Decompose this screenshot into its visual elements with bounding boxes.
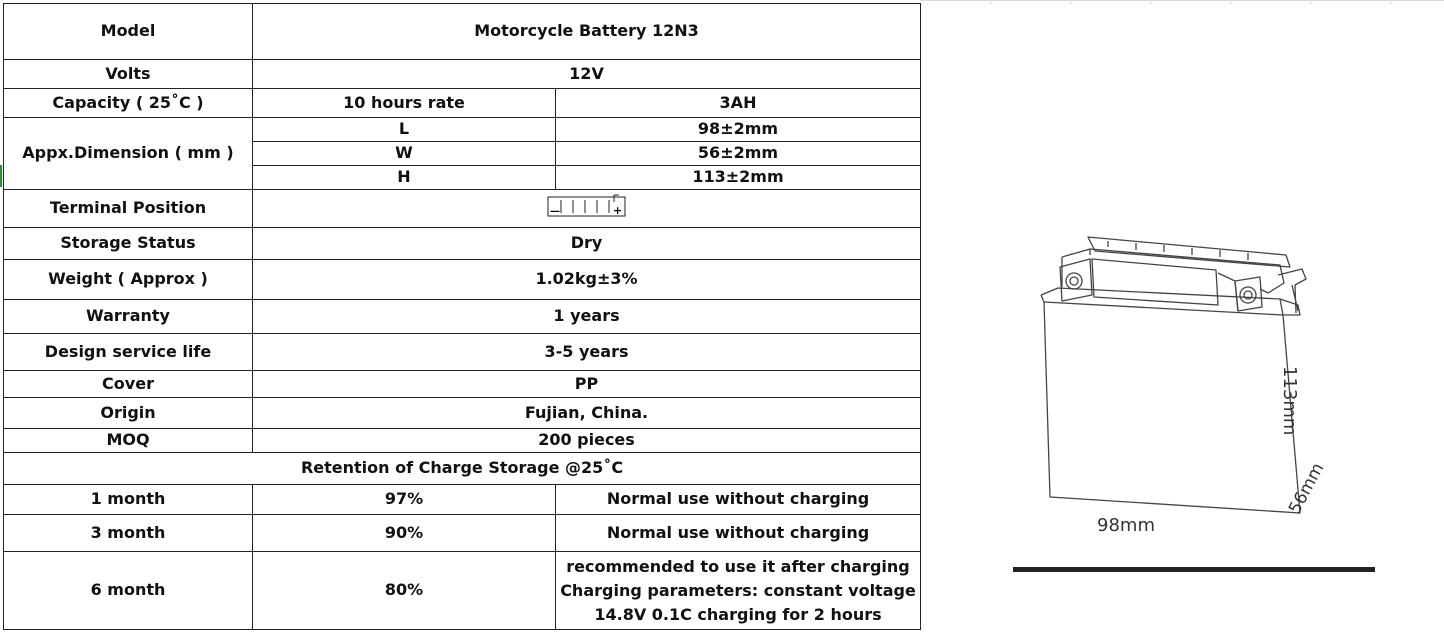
battery-drawing xyxy=(1010,215,1310,535)
spec-table xyxy=(3,3,921,630)
length-dimension-label xyxy=(1097,515,1155,536)
dimension-axis: H xyxy=(253,166,556,190)
dimension-axis: L xyxy=(253,118,556,142)
height-dimension-text: 113mm xyxy=(1279,366,1300,436)
capacity-rate: 10 hours rate xyxy=(253,89,556,118)
width-dimension-text: 56mm xyxy=(1285,459,1329,518)
cover-label: Cover xyxy=(4,371,253,398)
capacity-value: 3AH xyxy=(556,89,921,118)
battery-terminal-icon xyxy=(547,193,627,223)
moq-value: 200 pieces xyxy=(253,429,921,453)
capacity-label: Capacity ( 25˚C ) xyxy=(4,89,253,118)
service-life-label: Design service life xyxy=(4,334,253,371)
retention-period: 1 month xyxy=(4,485,253,515)
storage-label: Storage Status xyxy=(4,228,253,260)
retention-note-line: 14.8V 0.1C charging for 2 hours xyxy=(594,604,882,624)
warranty-value: 1 years xyxy=(253,300,921,334)
retention-note: Normal use without charging xyxy=(556,485,921,515)
volts-label: Volts xyxy=(4,60,253,89)
terminal-label: Terminal Position xyxy=(4,190,253,228)
cover-value: PP xyxy=(253,371,921,398)
retention-percent: 97% xyxy=(253,485,556,515)
positive-terminal-mark: + xyxy=(612,204,622,218)
origin-label: Origin xyxy=(4,398,253,429)
model-value: Motorcycle Battery 12N3 xyxy=(253,4,921,60)
service-life-value: 3-5 years xyxy=(253,334,921,371)
dimension-axis: W xyxy=(253,142,556,166)
retention-note-line: recommended to use it after charging xyxy=(566,556,910,576)
negative-terminal-mark: — xyxy=(549,206,560,218)
length-dimension-text: 98mm xyxy=(1097,515,1155,536)
retention-period: 3 month xyxy=(4,515,253,552)
moq-label: MOQ xyxy=(4,429,253,453)
retention-percent: 90% xyxy=(253,515,556,552)
weight-value: 1.02kg±3% xyxy=(253,260,921,300)
weight-label: Weight ( Approx ) xyxy=(4,260,253,300)
dimension-value: 98±2mm xyxy=(556,118,921,142)
retention-note: Normal use without charging xyxy=(556,515,921,552)
retention-note xyxy=(556,552,921,630)
terminal-position-cell xyxy=(253,190,921,228)
warranty-label: Warranty xyxy=(4,300,253,334)
model-label: Model xyxy=(4,4,253,60)
volts-value: 12V xyxy=(253,60,921,89)
dimension-value: 56±2mm xyxy=(556,142,921,166)
retention-period: 6 month xyxy=(4,552,253,630)
height-dimension-label xyxy=(1279,366,1300,435)
cell-selection-marker xyxy=(0,165,2,187)
dimension-value: 113±2mm xyxy=(556,166,921,190)
retention-note-line: Charging parameters: constant voltage xyxy=(560,580,916,600)
retention-percent: 80% xyxy=(253,552,556,630)
storage-value: Dry xyxy=(253,228,921,260)
scale-bar xyxy=(1013,567,1375,572)
dimension-label: Appx.Dimension ( mm ) xyxy=(4,118,253,190)
origin-value: Fujian, China. xyxy=(253,398,921,429)
retention-title: Retention of Charge Storage @25˚C xyxy=(4,453,921,485)
sheet-gridline xyxy=(920,0,1444,3)
